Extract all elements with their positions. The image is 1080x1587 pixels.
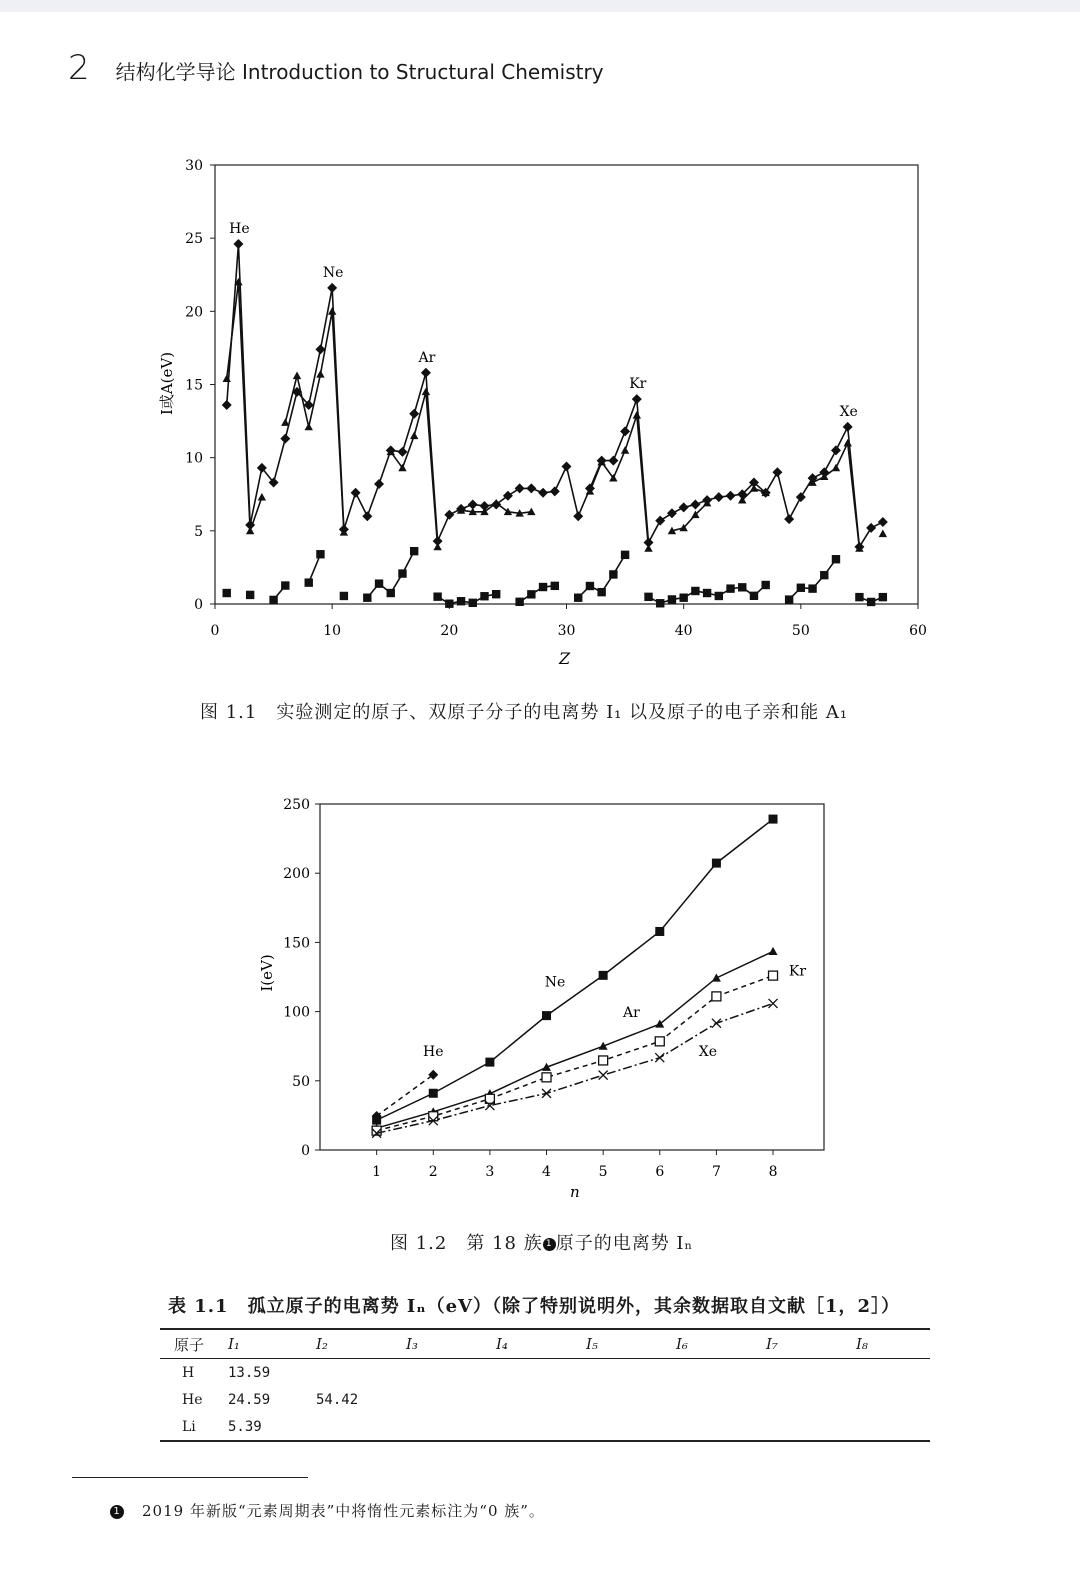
y-tick-label: 20	[185, 304, 203, 321]
x-tick-label: 2	[428, 1164, 438, 1180]
page-number: 2	[68, 48, 90, 88]
x-tick-label: 10	[323, 623, 342, 639]
data-point-kr	[429, 1112, 438, 1121]
series-label: Ar	[623, 1005, 640, 1022]
table-cell	[676, 1413, 766, 1441]
footnote-ref-mark[interactable]: 1	[543, 1238, 556, 1251]
data-point-kr	[712, 992, 721, 1001]
x-tick-label: 40	[674, 623, 693, 639]
table-header: I₇	[766, 1335, 778, 1353]
data-point-ar	[712, 973, 721, 981]
element-label: Kr	[629, 376, 647, 393]
y-tick-label: 25	[185, 231, 203, 248]
y-tick-label: 30	[185, 158, 203, 174]
element-label: Ar	[418, 349, 436, 366]
y-tick-label: 0	[194, 597, 203, 613]
table-cell	[766, 1359, 856, 1387]
table-row	[160, 1359, 930, 1387]
x-tick-label: 0	[210, 623, 220, 639]
table-cell	[766, 1386, 856, 1413]
table-cell	[496, 1359, 586, 1387]
y-tick-label: 10	[185, 450, 203, 467]
ionization-table	[160, 1328, 930, 1442]
data-point-xe	[655, 1053, 664, 1062]
table-cell	[496, 1413, 586, 1441]
footnote	[110, 1500, 545, 1521]
table-cell: Li	[182, 1418, 196, 1435]
plot-frame	[320, 804, 824, 1150]
data-point-ar	[769, 947, 778, 955]
data-point-ne	[429, 1089, 438, 1098]
figure-1-2-caption	[390, 1229, 693, 1255]
data-point-xe	[599, 1071, 608, 1080]
y-axis-label: I或A(eV)	[158, 351, 176, 416]
data-point-ne	[599, 971, 608, 980]
x-tick-label: 4	[542, 1164, 551, 1180]
table-1-1	[160, 1292, 930, 1442]
data-point-kr	[655, 1037, 664, 1046]
series-line-he	[377, 1075, 434, 1116]
y-tick-label: 150	[283, 935, 310, 952]
y-tick-label: 5	[194, 523, 203, 540]
table-cell: 54.42	[316, 1391, 359, 1408]
element-label: Xe	[839, 403, 858, 420]
table-header: I₅	[586, 1335, 598, 1353]
table-cell	[586, 1413, 676, 1441]
y-tick-label: 15	[185, 377, 203, 394]
data-point-ne	[542, 1011, 551, 1020]
table-cell	[316, 1359, 406, 1387]
table-header: I₆	[676, 1335, 688, 1353]
x-tick-label: 8	[768, 1164, 778, 1180]
table-cell: 13.59	[228, 1364, 271, 1381]
series-label: He	[423, 1043, 444, 1060]
figure-1-1-caption: 图 1.1 实验测定的原子、双原子分子的电离势 I₁ 以及原子的电子亲和能 A₁	[200, 702, 849, 723]
table-header: I₁	[228, 1335, 240, 1353]
series-label: Ne	[544, 974, 566, 991]
element-label: He	[229, 221, 250, 238]
running-head: 结构化学导论 Introduction to Structural Chemistry	[115, 60, 604, 84]
y-axis-label: I(eV)	[258, 954, 276, 992]
y-tick-label: 250	[283, 797, 310, 813]
data-point-ne	[655, 927, 664, 936]
data-point-kr	[599, 1056, 608, 1065]
x-axis-label: Z	[558, 649, 571, 668]
footnote-text: 2019 年新版“元素周期表”中将惰性元素标注为“0 族”。	[142, 1502, 545, 1520]
x-tick-label: 20	[440, 623, 459, 639]
series-line-ar	[377, 951, 773, 1128]
table-cell: 24.59	[228, 1391, 271, 1408]
data-point-xe	[712, 1019, 721, 1028]
table-cell: He	[182, 1391, 203, 1408]
x-tick-label: 30	[557, 623, 576, 639]
table-header-row	[160, 1329, 930, 1359]
x-tick-label: 7	[711, 1164, 721, 1180]
table-cell: H	[182, 1364, 195, 1381]
x-tick-label: 1	[372, 1164, 382, 1180]
table-header: I₈	[856, 1335, 868, 1353]
data-point-xe	[769, 999, 778, 1008]
table-header: I₄	[496, 1335, 508, 1353]
table-cell	[676, 1386, 766, 1413]
table-cell: 5.39	[228, 1418, 262, 1435]
table-cell	[856, 1413, 930, 1441]
x-tick-label: 50	[791, 623, 810, 639]
x-axis-label: n	[569, 1183, 580, 1201]
series-label: Xe	[698, 1043, 718, 1060]
footnote-rule	[72, 1477, 308, 1478]
table-header: I₂	[316, 1335, 328, 1353]
data-point-ne	[372, 1116, 381, 1125]
table-cell	[856, 1386, 930, 1413]
data-point-ne	[769, 815, 778, 824]
table-cell	[406, 1413, 496, 1441]
figure-1-2-caption-prefix: 图 1.2 第 18 族	[390, 1233, 543, 1254]
x-tick-label: 6	[655, 1164, 665, 1180]
table-cell	[496, 1386, 586, 1413]
x-tick-label: 60	[909, 623, 927, 639]
y-tick-label: 0	[301, 1143, 310, 1159]
table-cell	[316, 1413, 406, 1441]
data-point-kr	[769, 971, 778, 980]
data-point-ne	[485, 1058, 494, 1067]
table-cell	[766, 1413, 856, 1441]
table-cell	[856, 1359, 930, 1387]
table-title: 表 1.1 孤立原子的电离势 Iₙ（eV）（除了特别说明外，其余数据取自文献［1，2］）	[168, 1296, 901, 1317]
table-cell	[406, 1359, 496, 1387]
element-label: Ne	[322, 264, 344, 281]
data-point-kr	[542, 1073, 551, 1082]
table-row	[160, 1386, 930, 1413]
table-header: I₃	[406, 1335, 418, 1353]
x-tick-label: 5	[598, 1164, 608, 1180]
table-cell	[406, 1386, 496, 1413]
data-point-he	[428, 1070, 438, 1080]
footnote-mark: 1	[110, 1505, 124, 1519]
table-cell	[586, 1386, 676, 1413]
table-header: 原子	[174, 1335, 205, 1354]
table-row	[160, 1413, 930, 1441]
table-cell	[676, 1359, 766, 1387]
y-tick-label: 200	[283, 866, 310, 883]
y-tick-label: 50	[292, 1073, 310, 1090]
series-label: Kr	[788, 963, 807, 980]
table-cell	[586, 1359, 676, 1387]
x-tick-label: 3	[485, 1164, 495, 1180]
y-tick-label: 100	[283, 1004, 310, 1021]
data-point-ne	[712, 859, 721, 868]
figure-1-2-caption-suffix: 原子的电离势 Iₙ	[555, 1233, 694, 1254]
